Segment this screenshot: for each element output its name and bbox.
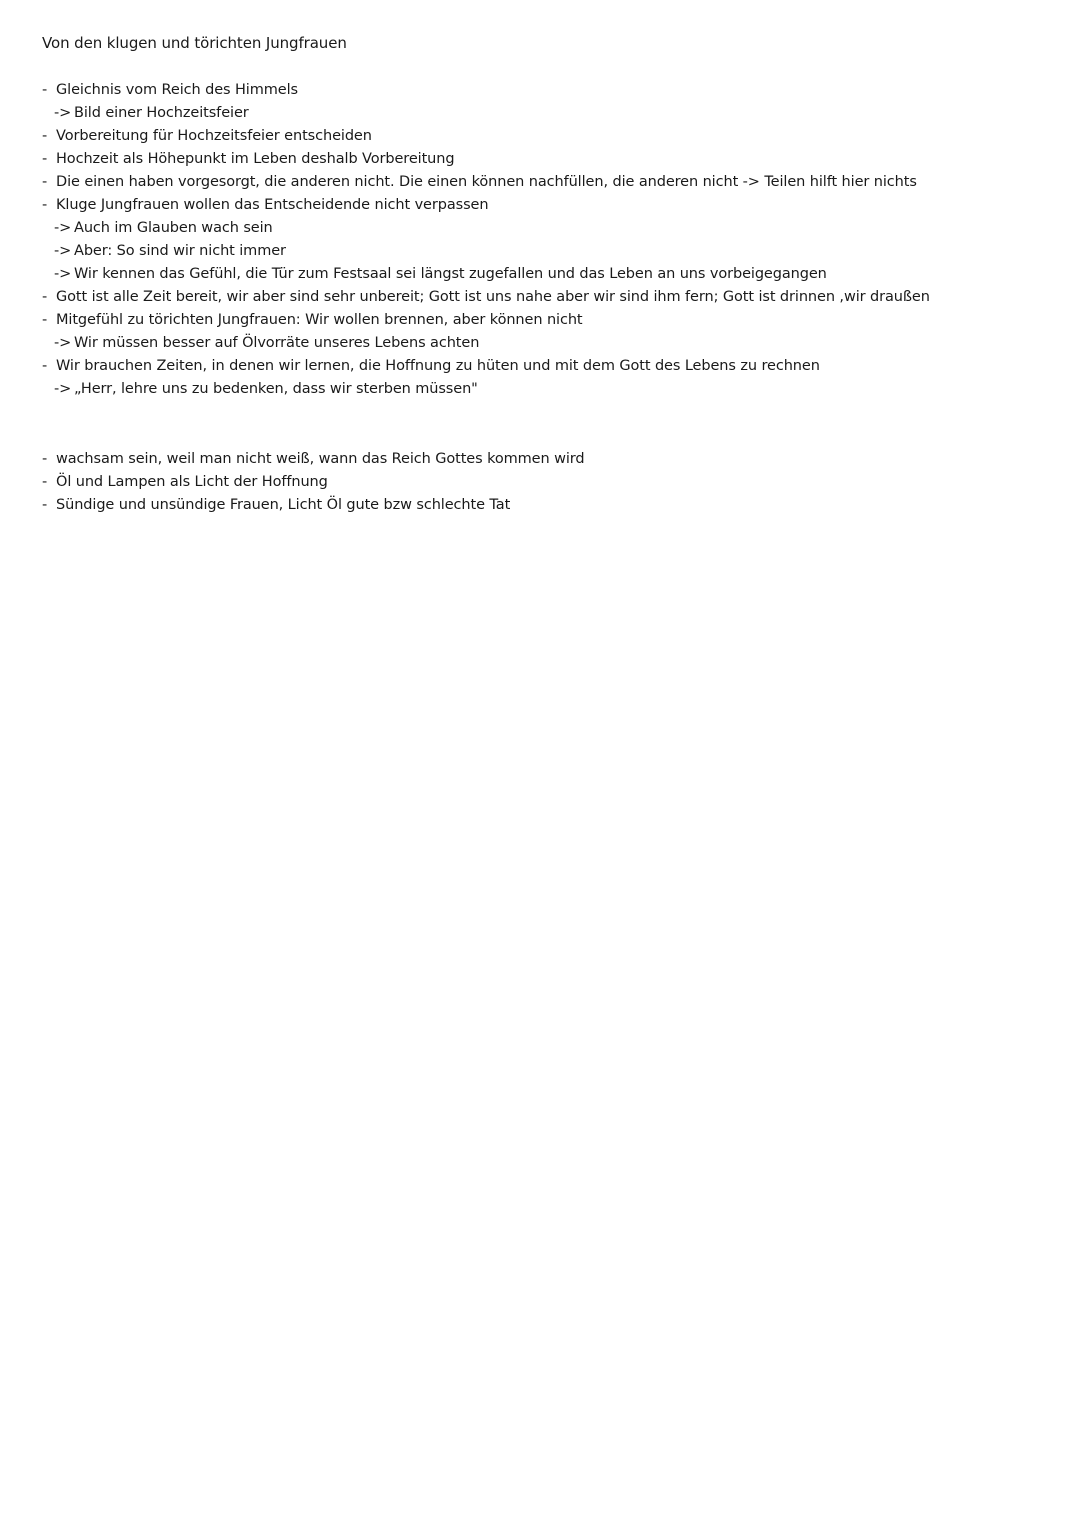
list-item: -> „Herr, lehre uns zu bedenken, dass wir sterben müssen": [54, 381, 478, 397]
list-item: - Hochzeit als Höhepunkt im Leben deshalb Vorbereitung: [42, 151, 455, 167]
bullet-dash: -: [42, 151, 48, 167]
list-item: -> Wir müssen besser auf Ölvorräte unseres Lebens achten: [54, 335, 480, 351]
list-item: - Mitgefühl zu törichten Jungfrauen: Wir wollen brennen, aber können nicht: [42, 312, 583, 328]
list-item: -> Aber: So sind wir nicht immer: [54, 243, 286, 259]
list-item: -> Auch im Glauben wach sein: [54, 220, 273, 236]
list-item: - Öl und Lampen als Licht der Hoffnung: [42, 474, 328, 490]
list-item: - Die einen haben vorgesorgt, die anderen nicht. Die einen können nachfüllen, die anderen nicht -> Teilen hilft hier nichts: [42, 174, 917, 190]
list-item: - Wir brauchen Zeiten, in denen wir lernen, die Hoffnung zu hüten und mit dem Gott des Lebens zu rechnen: [42, 358, 820, 374]
list-item: -> Bild einer Hochzeitsfeier: [54, 105, 249, 121]
arrow-marker: ->: [54, 266, 72, 282]
arrow-marker: ->: [54, 105, 72, 121]
arrow-marker: ->: [54, 220, 72, 236]
list-item: -> Wir kennen das Gefühl, die Tür zum Festsaal sei längst zugefallen und das Leben an uns vorbeigegangen: [54, 266, 827, 282]
bullet-dash: -: [42, 82, 48, 98]
arrow-marker: ->: [54, 381, 72, 397]
bullet-dash: -: [42, 197, 48, 213]
list-item: - Vorbereitung für Hochzeitsfeier entscheiden: [42, 128, 372, 144]
bullet-dash: -: [42, 289, 48, 305]
list-item: - Gleichnis vom Reich des Himmels: [42, 82, 298, 98]
bullet-dash: -: [42, 312, 48, 328]
arrow-marker: ->: [54, 335, 72, 351]
list-item: - Gott ist alle Zeit bereit, wir aber sind sehr unbereit; Gott ist uns nahe aber wir sind ihm fern; Gott ist drinnen ,wir draußen: [42, 289, 930, 305]
bullet-dash: -: [42, 451, 48, 467]
arrow-marker: ->: [54, 243, 72, 259]
list-item: - Kluge Jungfrauen wollen das Entscheidende nicht verpassen: [42, 197, 489, 213]
list-item: - Sündige und unsündige Frauen, Licht Öl gute bzw schlechte Tat: [42, 497, 511, 513]
bullet-dash: -: [42, 474, 48, 490]
document-title: Von den klugen und törichten Jungfrauen: [42, 34, 347, 52]
list-item: - wachsam sein, weil man nicht weiß, wann das Reich Gottes kommen wird: [42, 451, 585, 467]
bullet-dash: -: [42, 497, 48, 513]
bullet-dash: -: [42, 174, 48, 190]
bullet-dash: -: [42, 128, 48, 144]
bullet-dash: -: [42, 358, 48, 374]
